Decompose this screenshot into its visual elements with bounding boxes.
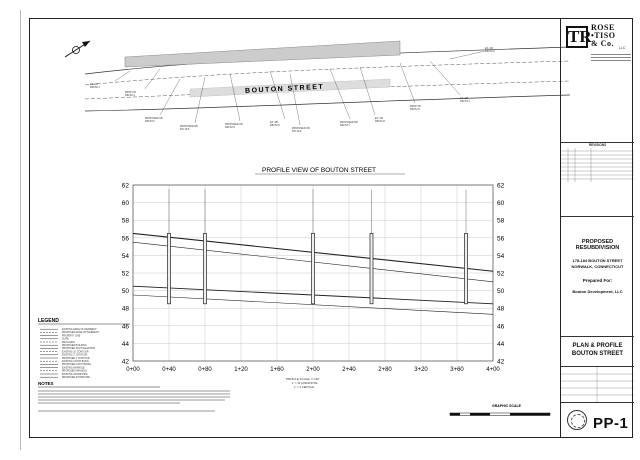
- x-tick-label: 4+00: [486, 367, 500, 373]
- y-tick-label-left: 50: [121, 288, 129, 296]
- svg-text:RIM 51.8: RIM 51.8: [375, 120, 385, 123]
- svg-text:RIM 52.6: RIM 52.6: [270, 124, 280, 127]
- sheet-title: [561, 336, 634, 366]
- legend-item-label: PROPOSED CATCH BASIN: [62, 364, 91, 367]
- svg-text:RIM 51.4: RIM 51.4: [460, 100, 470, 103]
- legend-item-label: PROPERTY LINE: [62, 335, 81, 338]
- svg-text:EX. CB: EX. CB: [485, 47, 493, 50]
- svg-text:INV 49.9: INV 49.9: [292, 130, 302, 133]
- engineer-seal: [567, 410, 587, 430]
- legend: [38, 318, 130, 379]
- sheet-title-line2: BOUTON STREET: [571, 351, 624, 357]
- y-tick-label-right: 54: [497, 252, 505, 260]
- svg-text:PROP CB: PROP CB: [410, 105, 421, 108]
- graphic-scale: [450, 404, 550, 416]
- y-tick-label-right: 44: [497, 340, 505, 348]
- structure-marker: [465, 233, 468, 303]
- svg-text:PROPOSED CB: PROPOSED CB: [292, 127, 310, 130]
- svg-text:RIM 52.1: RIM 52.1: [340, 124, 350, 127]
- firm-name-line2: •TISO: [591, 31, 616, 40]
- y-tick-label-left: 62: [121, 182, 129, 190]
- y-tick-label-right: 56: [497, 235, 505, 243]
- y-tick-label-left: 48: [121, 305, 129, 313]
- y-tick-label-left: 44: [121, 340, 129, 348]
- page-margin-rule: [20, 10, 21, 450]
- sheet-number-box: [561, 402, 634, 438]
- firm-name-line3: & Co.: [591, 39, 614, 48]
- legend-item-label: EXISTING STORM PIPE: [62, 373, 88, 376]
- svg-text:RIM 52.4: RIM 52.4: [125, 94, 135, 97]
- firm-name: [591, 24, 615, 48]
- project-info: [561, 216, 634, 316]
- plan-view: [65, 41, 570, 133]
- svg-text:EX. CB: EX. CB: [375, 117, 383, 120]
- svg-text:EX. MH: EX. MH: [270, 121, 279, 124]
- svg-text:RIM 50.1: RIM 50.1: [90, 86, 100, 89]
- svg-text:PROPOSED CB: PROPOSED CB: [145, 117, 163, 120]
- north-arrow-icon: [65, 41, 90, 57]
- y-tick-label-right: 60: [497, 200, 505, 208]
- legend-item-label: EXISTING EDGE OF PAVEMENT: [62, 329, 97, 331]
- structure-marker: [370, 233, 373, 303]
- x-tick-label: 2+40: [342, 367, 356, 373]
- drawing-canvas: [30, 19, 634, 439]
- svg-text:PROPOSED CB: PROPOSED CB: [225, 123, 243, 126]
- profile-chart: [122, 183, 505, 374]
- prepared-for-label: Prepared For:: [582, 278, 613, 283]
- y-tick-label-left: 54: [121, 252, 129, 260]
- profile-scale-line2: 1" = 40' HORIZONTAL: [292, 382, 318, 385]
- legend-item-label: EXISTING 10' CONTOUR: [62, 351, 89, 354]
- svg-text:INV 48.5: INV 48.5: [180, 128, 190, 131]
- y-tick-label-left: 52: [121, 270, 129, 278]
- notes-title: NOTES: [38, 381, 54, 386]
- client-name: Bouton Development, LLC: [572, 289, 623, 294]
- firm-name-line1: ROSE: [591, 23, 615, 32]
- y-tick-label-left: 46: [121, 323, 129, 331]
- svg-text:EX. MH: EX. MH: [460, 97, 469, 100]
- project-title: PROPOSED RESUBDIVISION: [575, 239, 620, 251]
- y-tick-label-left: 58: [121, 217, 129, 225]
- revisions-label: REVISIONS: [588, 143, 607, 147]
- y-tick-label-right: 50: [497, 288, 505, 296]
- structure-marker: [204, 233, 207, 303]
- legend-item-label: PROPOSED BUILDING: [62, 345, 87, 347]
- y-tick-label-left: 56: [121, 235, 129, 243]
- svg-text:RIM 53.0: RIM 53.0: [145, 120, 155, 123]
- y-tick-label-left: 60: [121, 200, 129, 208]
- firm-logo: TR: [568, 27, 592, 46]
- x-tick-label: 0+40: [162, 367, 176, 373]
- x-tick-label: 2+80: [378, 367, 392, 373]
- svg-text:RIM 52.0: RIM 52.0: [485, 50, 495, 53]
- x-tick-label: 0+00: [126, 367, 140, 373]
- x-tick-label: 1+60: [270, 367, 284, 373]
- legend-item-label: PROPOSED EDGE OF PAVEMENT: [62, 332, 99, 335]
- structure-marker: [168, 233, 171, 303]
- profile-scale-line1: PROFILE SCALE: 1"=40': [286, 377, 320, 381]
- x-tick-label: 0+80: [198, 367, 212, 373]
- y-tick-label-right: 52: [497, 270, 505, 278]
- legend-item-label: EXISTING CATCH BASIN: [62, 361, 89, 363]
- svg-text:RIM 52.9: RIM 52.9: [225, 126, 235, 129]
- svg-text:PROPOSED MH: PROPOSED MH: [340, 121, 358, 124]
- legend-item-label: PROPOSED STORM PIPE: [62, 377, 90, 379]
- y-tick-label-left: 42: [121, 358, 129, 366]
- street-name-label: BOUTON STREET: [244, 83, 325, 95]
- sheet-number: PP-1: [593, 415, 629, 432]
- legend-item-label: WETLANDS: [62, 341, 75, 344]
- legend-item-label: PROPOSED 2' CONTOUR: [62, 357, 90, 360]
- drawing-sheet: [29, 18, 633, 438]
- firm-suffix: LLC: [619, 46, 626, 50]
- legend-item-label: PROPOSED SPOT ELEVATION: [62, 348, 96, 351]
- svg-text:RIM 51.5: RIM 51.5: [410, 108, 420, 111]
- y-tick-label-right: 46: [497, 323, 505, 331]
- y-tick-label-right: 42: [497, 358, 505, 366]
- profile-title: PROFILE VIEW OF BOUTON STREET: [262, 167, 377, 174]
- sheet-title-line1: PLAN & PROFILE: [572, 343, 623, 349]
- y-tick-label-right: 58: [497, 217, 505, 225]
- legend-item-label: EXISTING 2' CONTOUR: [62, 354, 88, 357]
- legend-title: LEGEND: [38, 318, 59, 324]
- revisions-table: [561, 142, 634, 182]
- x-tick-label: 2+00: [306, 367, 320, 373]
- structure-marker: [312, 233, 315, 303]
- project-address-line2: NORWALK, CONNECTICUT: [571, 264, 624, 269]
- y-tick-label-right: 48: [497, 305, 505, 313]
- sheet-data-rows: [561, 366, 634, 402]
- svg-text:PROPOSED MH: PROPOSED MH: [180, 125, 198, 128]
- x-tick-label: 3+60: [450, 367, 464, 373]
- title-block: [560, 18, 633, 438]
- svg-text:EX. CB: EX. CB: [90, 83, 98, 86]
- legend-item-label: EXISTING MANHOLE: [62, 367, 85, 370]
- graphic-scale-label: GRAPHIC SCALE: [492, 404, 521, 408]
- svg-text:PROP CB: PROP CB: [125, 91, 136, 94]
- y-tick-label-right: 62: [497, 182, 505, 190]
- x-tick-label: 3+20: [414, 367, 428, 373]
- profile-scale-line3: 1" = 4' VERTICAL: [294, 386, 315, 389]
- x-tick-label: 1+20: [234, 367, 248, 373]
- project-address-line1: 178-184 BOUTON STREET: [572, 258, 623, 263]
- legend-item-label: PROPOSED MANHOLE: [62, 370, 88, 373]
- legend-item-label: CURB: [62, 338, 69, 341]
